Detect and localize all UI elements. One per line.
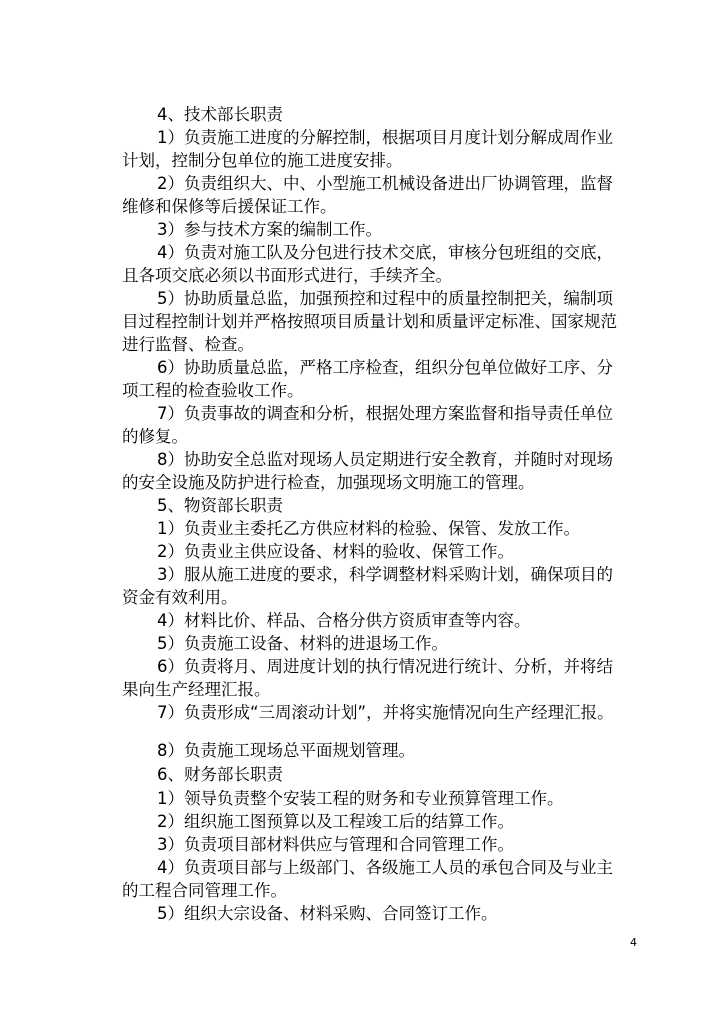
paragraph-line: 1）负责施工进度的分解控制，根据项目月度计划分解成周作业 bbox=[157, 128, 613, 147]
paragraph-line: 8）协助安全总监对现场人员定期进行安全教育，并随时对现场 bbox=[157, 450, 613, 469]
heading-tech-director: 4、技术部长职责 bbox=[157, 105, 283, 124]
paragraph-line: 资金有效利用。 bbox=[122, 588, 238, 607]
paragraph-line: 目过程控制计划并严格按照项目质量计划和质量评定标准、国家规范 bbox=[122, 312, 617, 331]
paragraph-line: 5）组织大宗设备、材料采购、合同签订工作。 bbox=[157, 904, 498, 923]
paragraph-line: 4）材料比价、样品、合格分供方资质审查等内容。 bbox=[157, 611, 531, 630]
paragraph-line: 5）负责施工设备、材料的进退场工作。 bbox=[157, 634, 448, 653]
paragraph-line: 的修复。 bbox=[122, 427, 188, 446]
heading-materials-director: 5、物资部长职责 bbox=[157, 496, 283, 515]
paragraph-line: 6）协助质量总监，严格工序检查，组织分包单位做好工序、分 bbox=[157, 358, 613, 377]
paragraph-line: 果向生产经理汇报。 bbox=[122, 680, 271, 699]
paragraph-line: 4）负责项目部与上级部门、各级施工人员的承包合同及与业主 bbox=[157, 858, 613, 877]
paragraph-line: 2）负责业主供应设备、材料的验收、保管工作。 bbox=[157, 542, 514, 561]
paragraph-line: 计划，控制分包单位的施工进度安排。 bbox=[122, 151, 403, 170]
paragraph-line: 2）负责组织大、中、小型施工机械设备进出厂协调管理，监督 bbox=[157, 174, 613, 193]
paragraph-line: 8）负责施工现场总平面规划管理。 bbox=[157, 741, 415, 760]
paragraph-line: 1）领导负责整个安装工程的财务和专业预算管理工作。 bbox=[157, 789, 564, 808]
paragraph-line: 的安全设施及防护进行检查，加强现场文明施工的管理。 bbox=[122, 473, 535, 492]
heading-finance-director: 6、财务部长职责 bbox=[157, 765, 283, 784]
paragraph-line: 5）协助质量总监，加强预控和过程中的质量控制把关，编制项 bbox=[157, 289, 613, 308]
paragraph-line: 4）负责对施工队及分包进行技术交底，审核分包班组的交底， bbox=[157, 243, 613, 262]
paragraph-line: 6）负责将月、周进度计划的执行情况进行统计、分析，并将结 bbox=[157, 657, 613, 676]
paragraph-line: 7）负责形成“三周滚动计划”，并将实施情况向生产经理汇报。 bbox=[157, 703, 614, 722]
paragraph-line: 3）负责项目部材料供应与管理和合同管理工作。 bbox=[157, 835, 514, 854]
paragraph-line: 的工程合同管理工作。 bbox=[122, 881, 287, 900]
paragraph-line: 项工程的检查验收工作。 bbox=[122, 381, 304, 400]
paragraph-line: 3）参与技术方案的编制工作。 bbox=[157, 220, 382, 239]
page-number: 4 bbox=[630, 936, 637, 949]
paragraph-line: 进行监督、检查。 bbox=[122, 335, 254, 354]
paragraph-line: 3）服从施工进度的要求，科学调整材料采购计划，确保项目的 bbox=[157, 565, 613, 584]
paragraph-line: 7）负责事故的调查和分析，根据处理方案监督和指导责任单位 bbox=[157, 404, 613, 423]
paragraph-line: 维修和保修等后援保证工作。 bbox=[122, 197, 337, 216]
paragraph-line: 1）负责业主委托乙方供应材料的检验、保管、发放工作。 bbox=[157, 519, 580, 538]
paragraph-line: 且各项交底必须以书面形式进行，手续齐全。 bbox=[122, 266, 452, 285]
paragraph-line: 2）组织施工图预算以及工程竣工后的结算工作。 bbox=[157, 812, 514, 831]
